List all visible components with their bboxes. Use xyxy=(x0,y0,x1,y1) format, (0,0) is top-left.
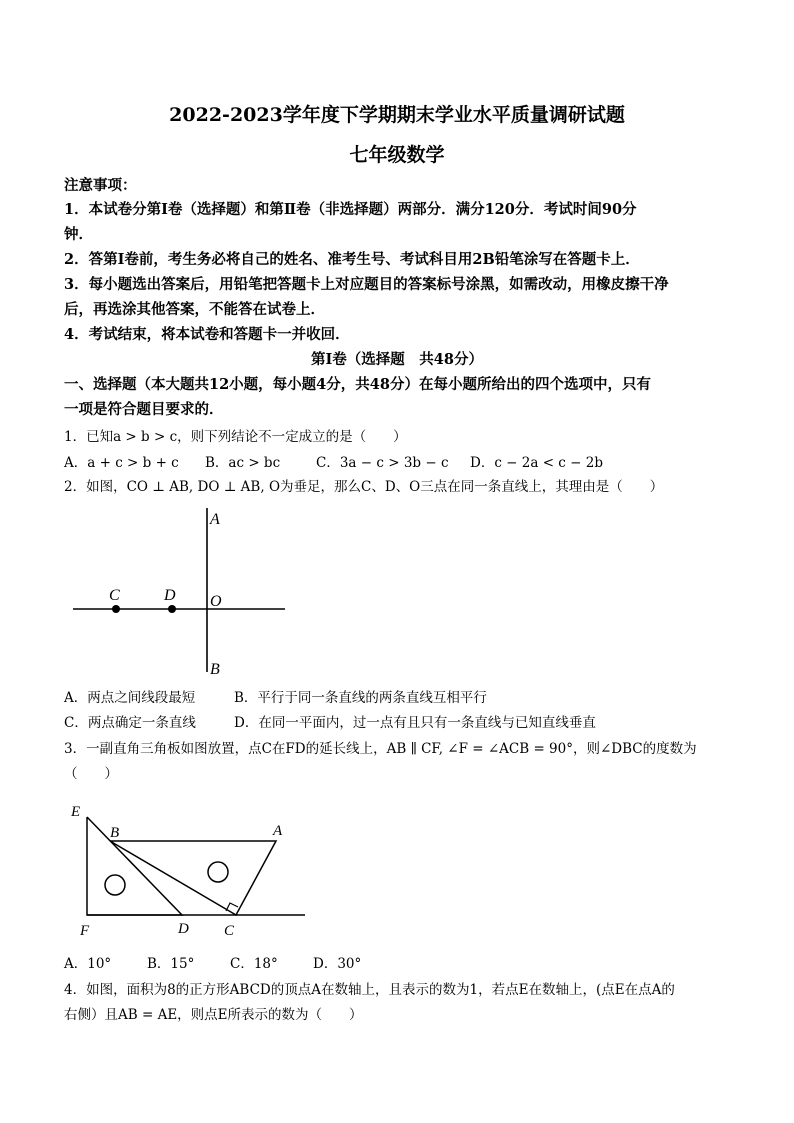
q3-hole-left xyxy=(105,875,125,895)
section-instruction: 一、选择题（本大题共12小题，每小题4分，共48分）在每小题所给出的四个选项中，只有 xyxy=(64,376,651,393)
q2-label-c: C xyxy=(109,587,120,604)
exam-title: 2022-2023学年度下学期期末学业水平质量调研试题 xyxy=(169,104,625,126)
q3-label-e: E xyxy=(71,804,81,820)
q3-stem: 3．一副直角三角板如图放置，点C在FD的延长线上，AB ∥ CF, ∠F = ∠ACB = 90°，则∠DBC的度数为 xyxy=(64,741,697,757)
section-instruction-cont: 一项是符合题目要求的． xyxy=(64,401,224,418)
q3-label-f: F xyxy=(80,923,90,939)
notes-heading: 注意事项： xyxy=(64,177,137,194)
q3-stem-cont: （ ） xyxy=(64,766,118,782)
q4-stem: 4．如图，面积为8的正方形ABCD的顶点A在数轴上，且表示的数为1，若点E在数轴上，(点E在点A的 xyxy=(64,982,675,998)
q3-triangle-efd xyxy=(87,817,182,915)
note-1: 1．本试卷分第Ⅰ卷（选择题）和第Ⅱ卷（非选择题）两部分．满分120分．考试时间90分 xyxy=(64,201,637,218)
q2-figure xyxy=(60,500,300,680)
note-2: 2．答第Ⅰ卷前，考生务必将自己的姓名、准考生号、考试科目用2B铅笔涂写在答题卡上． xyxy=(64,251,640,268)
q3-figure xyxy=(60,795,320,940)
q2-option-b: B．平行于同一条直线的两条直线互相平行 xyxy=(234,690,487,706)
q1-option-d: D．c − 2a < c − 2b xyxy=(470,455,603,471)
q2-label-o: O xyxy=(210,593,222,610)
note-3-cont: 后，再选涂其他答案，不能答在试卷上． xyxy=(64,301,325,318)
part1-heading: 第Ⅰ卷（选择题 共48分） xyxy=(311,351,483,368)
q3-label-c: C xyxy=(224,923,235,939)
q2-option-a: A．两点之间线段最短 xyxy=(64,690,196,706)
q3-label-d: D xyxy=(178,921,189,937)
q2-point-c xyxy=(112,605,120,613)
q3-option-c: C．18° xyxy=(230,956,278,972)
note-4: 4．考试结束，将本试卷和答题卡一并收回． xyxy=(64,326,350,343)
q2-point-d xyxy=(168,605,176,613)
q1-option-c: C．3a − c > 3b − c xyxy=(316,455,449,471)
q2-label-d: D xyxy=(164,587,176,604)
q3-option-a: A．10° xyxy=(64,956,112,972)
exam-subtitle: 七年级数学 xyxy=(349,144,445,166)
q3-triangle-bac xyxy=(110,841,276,915)
q3-label-a: A xyxy=(273,823,283,839)
note-3: 3．每小题选出答案后，用铅笔把答题卡上对应题目的答案标号涂黑，如需改动，用橡皮擦干净 xyxy=(64,276,669,293)
q3-label-b: B xyxy=(110,825,120,841)
q1-stem: 1．已知a > b > c，则下列结论不一定成立的是（ ） xyxy=(64,429,407,445)
q4-stem-cont: 右侧）且AB = AE，则点E所表示的数为（ ） xyxy=(64,1007,363,1023)
q3-hole-right xyxy=(208,862,228,882)
q2-label-a: A xyxy=(210,511,220,528)
q3-option-b: B．15° xyxy=(147,956,195,972)
q2-option-d: D．在同一平面内，过一点有且只有一条直线与已知直线垂直 xyxy=(234,715,596,731)
q3-option-d: D．30° xyxy=(313,956,362,972)
q1-option-a: A．a + c > b + c xyxy=(64,455,179,471)
q2-label-b: B xyxy=(210,661,220,678)
q2-stem: 2．如图，CO ⊥ AB, DO ⊥ AB, O为垂足，那么C、D、O三点在同一条直线上，其理由是（ ） xyxy=(64,479,664,495)
q1-option-b: B．ac > bc xyxy=(205,455,281,471)
q2-option-c: C．两点确定一条直线 xyxy=(64,715,196,731)
note-1-cont: 钟． xyxy=(64,226,93,243)
